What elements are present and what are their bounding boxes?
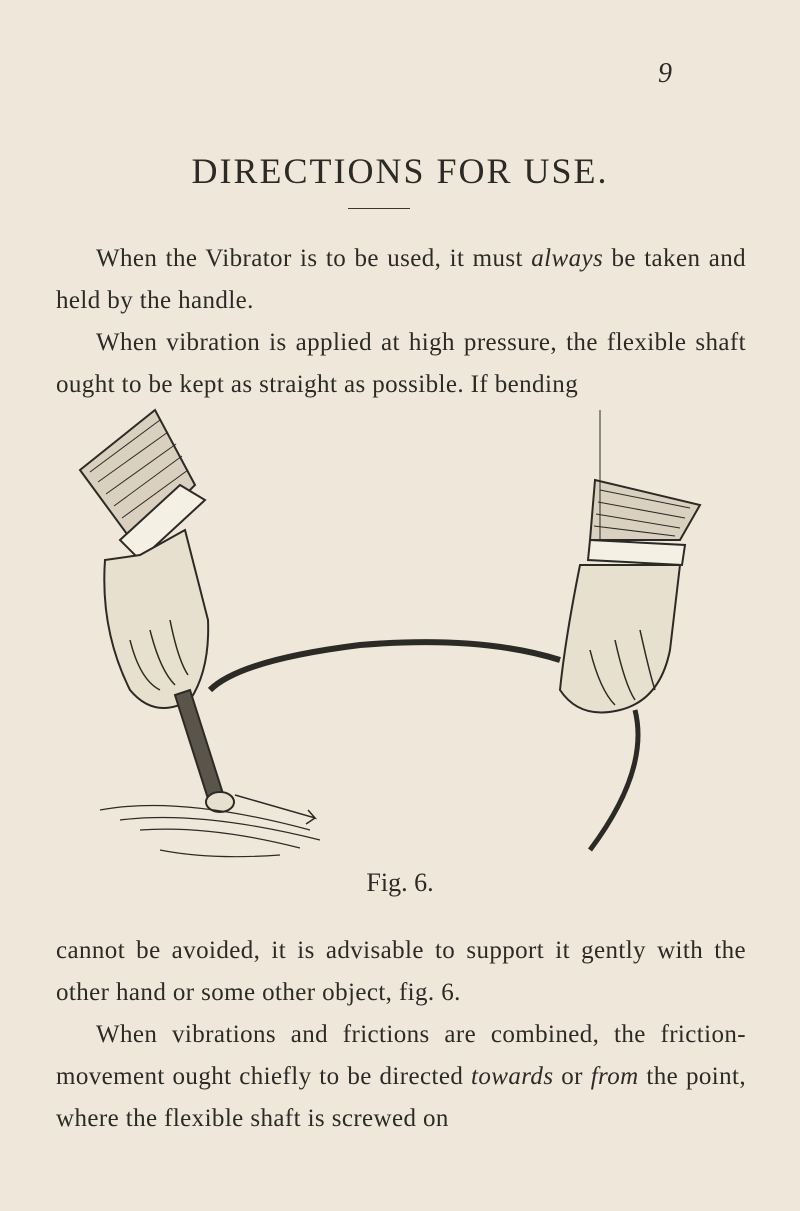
paragraph-1 (56, 238, 746, 322)
page-title: DIRECTIONS FOR USE. (191, 151, 609, 191)
right-sleeve (590, 480, 700, 540)
hands-holding-shaft-illustration (60, 390, 740, 870)
right-cuff (588, 540, 685, 565)
figure-illustration (60, 390, 740, 870)
paragraph-2: When vibration is applied at high pressure, the flexible shaft ought to be kept as straight as possible. If bending (56, 329, 746, 398)
paragraph-4-text-b: or (553, 1063, 591, 1090)
paragraph-3: cannot be avoided, it is advisable to support it gently with the other hand or some other object, fig. 6. (56, 937, 746, 1006)
page-number: 9 (658, 58, 672, 89)
paragraph-4 (56, 1014, 746, 1140)
figure-caption: Fig. 6. (366, 868, 434, 897)
right-hand (560, 565, 680, 713)
paragraph-4-emphasis-towards: towards (471, 1063, 554, 1090)
title-rule (348, 208, 410, 209)
paragraph-1-emphasis: always (531, 245, 604, 272)
left-hand (104, 530, 208, 708)
paragraph-4-emphasis-from: from (590, 1063, 639, 1090)
paragraph-4-text-c: the point, where the flexible shaft is screwed on (56, 1063, 746, 1132)
vibrator-handle (175, 690, 225, 805)
paragraph-4-text-a: When vibrations and frictions are combined, the friction-movement ought chiefly to be directed (56, 1021, 746, 1090)
flexible-shaft (210, 642, 560, 690)
paragraph-1-text-a: When the Vibrator is to be used, it must (96, 245, 532, 272)
paragraph-1-text-b: be taken and held by the handle. (56, 245, 746, 314)
